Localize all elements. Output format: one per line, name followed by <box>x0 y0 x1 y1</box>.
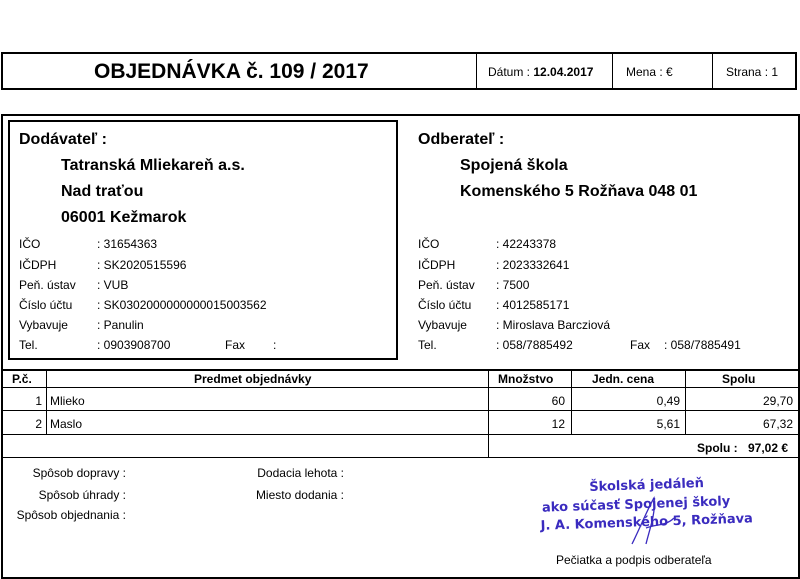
customer-heading: Odberateľ : <box>418 131 505 148</box>
signature-label: Pečiatka a podpis odberateľa <box>556 553 712 567</box>
col-header-item: Predmet objednávky <box>194 372 312 386</box>
table-row-line <box>1 434 800 435</box>
table-row-2-pc: 2 <box>35 417 42 431</box>
supplier-name: Tatranská Mliekareň a.s. <box>61 157 245 174</box>
table-col-line <box>685 370 686 434</box>
header-divider <box>476 53 477 89</box>
customer-ico-label: IČO <box>418 237 440 251</box>
currency-label: Mena : <box>626 65 663 79</box>
table-col-line <box>46 370 47 434</box>
customer-icdph-value: : 2023332641 <box>496 258 570 272</box>
col-header-qty: Množstvo <box>498 372 554 386</box>
stamp-line-1: Školská jedáleň <box>589 476 705 496</box>
table-row-1-total: 29,70 <box>762 394 793 408</box>
customer-address: Komenského 5 Rožňava 048 01 <box>460 183 698 200</box>
customer-icdph-label: IČDPH <box>418 258 456 272</box>
customer-name: Spojená škola <box>460 157 568 174</box>
table-row-1-item: Mlieko <box>50 394 85 408</box>
currency-field <box>626 65 673 79</box>
supplier-city: 06001 Kežmarok <box>61 209 187 226</box>
table-row-1-qty: 60 <box>551 394 565 408</box>
customer-account-label: Číslo účtu <box>418 298 472 312</box>
table-row-2-price: 5,61 <box>656 417 680 431</box>
supplier-ico-value: : 31654363 <box>97 237 158 251</box>
table-row-2-total: 67,32 <box>762 417 793 431</box>
supplier-heading: Dodávateľ : <box>19 131 107 148</box>
supplier-street: Nad traťou <box>61 183 144 200</box>
page-field <box>726 65 778 79</box>
customer-account-value: : 4012585171 <box>496 298 570 312</box>
customer-ico-value: : 42243378 <box>496 237 557 251</box>
stamp-line-3: J. A. Komenského 5, Rožňava <box>540 511 754 534</box>
supplier-contact-label: Vybavuje <box>19 318 68 332</box>
sum-value: 97,02 € <box>748 441 789 455</box>
table-row-1-price: 0,49 <box>656 394 680 408</box>
customer-tel-label: Tel. <box>418 338 437 352</box>
order-method-label: Spôsob objednania : <box>16 508 126 522</box>
table-row-1-pc: 1 <box>35 394 42 408</box>
delivery-term-label: Dodacia lehota : <box>257 466 344 480</box>
supplier-fax-value: : <box>273 338 277 352</box>
currency-value: € <box>666 65 673 79</box>
document-title: OBJEDNÁVKA č. 109 / 2017 <box>94 60 369 83</box>
col-header-total: Spolu <box>722 372 756 386</box>
supplier-bank-label: Peň. ústav <box>19 278 76 292</box>
supplier-fax-label: Fax <box>225 338 246 352</box>
table-col-line <box>488 370 489 457</box>
table-header-line <box>1 387 800 388</box>
col-header-pc: P.č. <box>12 372 32 386</box>
customer-bank-label: Peň. ústav <box>418 278 475 292</box>
customer-bank-value: : 7500 <box>496 278 530 292</box>
page-value: 1 <box>771 65 779 79</box>
table-top-line <box>1 369 800 371</box>
supplier-fields <box>19 237 389 357</box>
table-row-2-qty: 12 <box>551 417 565 431</box>
page-label: Strana : <box>726 65 769 79</box>
date-field <box>488 65 593 79</box>
supplier-icdph-value: : SK2020515596 <box>97 258 187 272</box>
table-row-2-item: Maslo <box>50 417 83 431</box>
supplier-account-value: : SK0302000000000015003562 <box>97 298 267 312</box>
table-col-line <box>571 370 572 434</box>
delivery-place-label: Miesto dodania : <box>255 488 344 502</box>
table-sum-line <box>1 457 800 458</box>
supplier-contact-value: : Panulin <box>97 318 144 332</box>
supplier-tel-label: Tel. <box>19 338 38 352</box>
date-value: 12.04.2017 <box>533 65 594 79</box>
customer-tel-value: : 058/7885492 <box>496 338 573 352</box>
supplier-icdph-label: IČDPH <box>19 258 57 272</box>
customer-contact-label: Vybavuje <box>418 318 467 332</box>
transport-label: Spôsob dopravy : <box>32 466 126 480</box>
customer-contact-value: : Miroslava Barcziová <box>496 318 611 332</box>
customer-fields <box>418 237 793 357</box>
stamp-line-2: ako súčasť Spojenej školy <box>541 494 731 516</box>
payment-label: Spôsob úhrady : <box>38 488 126 502</box>
supplier-tel-value: : 0903908700 <box>97 338 171 352</box>
supplier-account-label: Číslo účtu <box>19 298 73 312</box>
sum-label: Spolu : <box>697 441 738 455</box>
header-divider <box>712 53 713 89</box>
date-label: Dátum : <box>488 65 531 79</box>
supplier-ico-label: IČO <box>19 237 41 251</box>
col-header-price: Jedn. cena <box>592 372 655 386</box>
signature-icon <box>620 488 690 558</box>
customer-fax-value: : 058/7885491 <box>664 338 741 352</box>
supplier-bank-value: : VUB <box>97 278 129 292</box>
table-row-line <box>1 410 800 411</box>
customer-fax-label: Fax <box>630 338 651 352</box>
header-divider <box>612 53 613 89</box>
